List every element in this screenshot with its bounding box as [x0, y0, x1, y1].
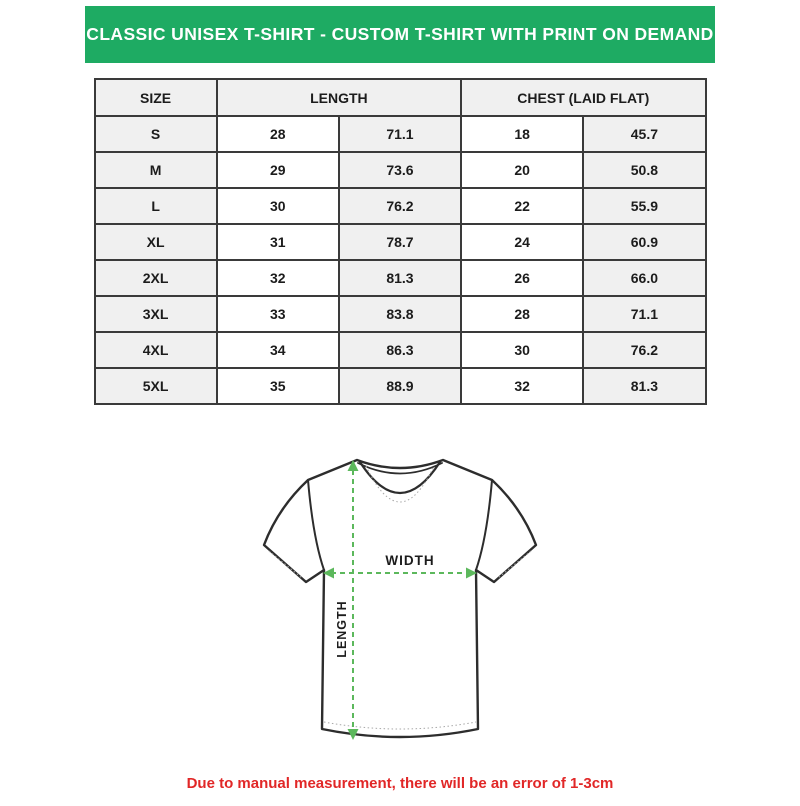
- size-cell: XL: [95, 224, 217, 260]
- length-in-cell: 33: [217, 296, 339, 332]
- tshirt-diagram-svg: [250, 446, 550, 756]
- length-in-cell: 32: [217, 260, 339, 296]
- length-cm-cell: 73.6: [339, 152, 461, 188]
- length-in-cell: 34: [217, 332, 339, 368]
- column-header-chest: CHEST (LAID FLAT): [461, 79, 705, 116]
- table-row: [95, 332, 706, 368]
- length-in-cell: 35: [217, 368, 339, 404]
- length-cm-cell: 88.9: [339, 368, 461, 404]
- chest-cm-cell: 50.8: [583, 152, 705, 188]
- length-in-cell: 30: [217, 188, 339, 224]
- column-header-length: LENGTH: [217, 79, 461, 116]
- chest-in-cell: 28: [461, 296, 583, 332]
- width-label: WIDTH: [385, 553, 435, 568]
- table-header-row: [95, 79, 706, 116]
- size-chart-table: [94, 78, 707, 405]
- size-cell: 3XL: [95, 296, 217, 332]
- chest-in-cell: 32: [461, 368, 583, 404]
- table-row: [95, 260, 706, 296]
- length-cm-cell: 71.1: [339, 116, 461, 152]
- length-cm-cell: 76.2: [339, 188, 461, 224]
- column-header-size: SIZE: [95, 79, 217, 116]
- page-title: CLASSIC UNISEX T-SHIRT - CUSTOM T-SHIRT WITH PRINT ON DEMAND: [86, 24, 714, 44]
- chest-cm-cell: 81.3: [583, 368, 705, 404]
- size-cell: M: [95, 152, 217, 188]
- table-row: [95, 188, 706, 224]
- table-row: [95, 224, 706, 260]
- size-cell: L: [95, 188, 217, 224]
- chest-cm-cell: 76.2: [583, 332, 705, 368]
- chest-cm-cell: 60.9: [583, 224, 705, 260]
- size-cell: 2XL: [95, 260, 217, 296]
- size-cell: S: [95, 116, 217, 152]
- table-row: [95, 368, 706, 404]
- chest-in-cell: 26: [461, 260, 583, 296]
- length-label: LENGTH: [335, 600, 349, 658]
- chest-in-cell: 20: [461, 152, 583, 188]
- chest-in-cell: 30: [461, 332, 583, 368]
- chest-in-cell: 22: [461, 188, 583, 224]
- size-cell: 5XL: [95, 368, 217, 404]
- size-cell: 4XL: [95, 332, 217, 368]
- title-banner: [85, 6, 715, 63]
- table-row: [95, 116, 706, 152]
- tshirt-outline: [264, 460, 536, 737]
- measurement-error-note: Due to manual measurement, there will be an error of 1-3cm: [186, 775, 614, 792]
- chest-cm-cell: 45.7: [583, 116, 705, 152]
- tshirt-measurement-diagram: [250, 446, 550, 761]
- chest-cm-cell: 55.9: [583, 188, 705, 224]
- chest-cm-cell: 66.0: [583, 260, 705, 296]
- length-cm-cell: 78.7: [339, 224, 461, 260]
- length-cm-cell: 86.3: [339, 332, 461, 368]
- table-row: [95, 296, 706, 332]
- length-in-cell: 28: [217, 116, 339, 152]
- chest-in-cell: 24: [461, 224, 583, 260]
- length-in-cell: 29: [217, 152, 339, 188]
- length-cm-cell: 81.3: [339, 260, 461, 296]
- length-cm-cell: 83.8: [339, 296, 461, 332]
- length-in-cell: 31: [217, 224, 339, 260]
- chest-cm-cell: 71.1: [583, 296, 705, 332]
- table-row: [95, 152, 706, 188]
- chest-in-cell: 18: [461, 116, 583, 152]
